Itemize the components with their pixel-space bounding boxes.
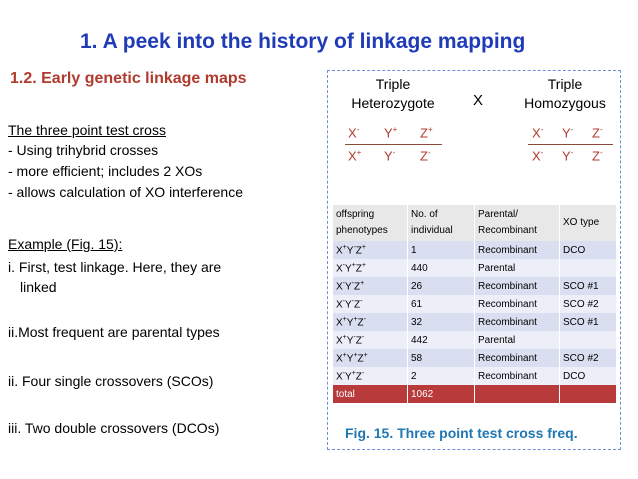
xo-type-cell: SCO #1 (560, 277, 617, 295)
bullet-3: - allows calculation of XO interference (8, 184, 243, 200)
xo-type-cell: DCO (560, 367, 617, 385)
phenotype-cell: X+Y+Z- (333, 313, 408, 331)
left-bottom-y-sign: - (392, 148, 396, 157)
z-sign: + (361, 243, 366, 251)
left-bottom-z (420, 148, 431, 163)
right-top-z-sign: - (599, 125, 603, 134)
right-top-y-sign: - (570, 125, 574, 134)
count-cell: 26 (408, 277, 475, 295)
figure-caption: Fig. 15. Three point test cross freq. (345, 425, 578, 441)
count-cell: 32 (408, 313, 475, 331)
left-bottom-y-gene: Y (384, 148, 393, 164)
left-top-y (384, 125, 397, 140)
header-number-2: individual (411, 225, 453, 236)
header-parental-2: Recombinant (478, 225, 537, 236)
x-sign: + (342, 315, 347, 323)
right-bottom-x-gene: X (532, 148, 541, 164)
phenotype-cell: X-Y-Z+ (333, 277, 408, 295)
x-sign: + (342, 243, 347, 251)
phenotype-cell: X+Y+Z+ (333, 349, 408, 367)
left-bottom-x-gene: X (348, 148, 357, 164)
right-parent-label (510, 75, 620, 113)
z-sign: + (360, 279, 365, 287)
parental-recombinant-cell: Parental (475, 259, 560, 277)
header-offspring (333, 205, 408, 241)
right-bottom-y-gene: Y (562, 148, 571, 164)
bullet-2: - more efficient; includes 2 XOs (8, 163, 203, 179)
parental-recombinant-cell: Recombinant (475, 277, 560, 295)
left-divider-line (345, 144, 442, 145)
right-top-x (532, 125, 543, 140)
right-bottom-x-sign: - (540, 148, 544, 157)
left-parent-label-1: Triple (375, 76, 411, 92)
right-top-y (562, 125, 573, 140)
x-sign: + (342, 351, 347, 359)
right-bottom-y-sign: - (570, 148, 574, 157)
x-sign: - (342, 279, 346, 287)
point-i-line1: i. First, test linkage. Here, they are (8, 259, 222, 275)
header-number-1: No. of (411, 209, 438, 220)
table-row (333, 313, 617, 331)
right-bottom-z-gene: Z (592, 148, 600, 164)
z-sign: - (363, 315, 366, 323)
point-ii-b: ii. Four single crossovers (SCOs) (8, 373, 214, 389)
table-row (333, 277, 617, 295)
x-sign: - (342, 261, 346, 269)
bullet-1: - Using trihybrid crosses (8, 142, 159, 158)
table-row (333, 331, 617, 349)
left-bottom-z-gene: Z (420, 148, 428, 164)
right-parent-label-1: Triple (547, 76, 583, 92)
xo-type-cell: DCO (560, 241, 617, 259)
parental-recombinant-cell: Parental (475, 331, 560, 349)
parental-recombinant-cell: Recombinant (475, 349, 560, 367)
table-row (333, 241, 617, 259)
right-bottom-z-sign: - (599, 148, 603, 157)
y-sign: + (351, 369, 356, 377)
count-cell: 2 (408, 367, 475, 385)
left-top-z-sign: + (427, 125, 433, 134)
left-bottom-x (348, 148, 361, 163)
x-sign: - (342, 297, 346, 305)
slide-subtitle: 1.2. Early genetic linkage maps (10, 70, 247, 87)
table-row (333, 259, 617, 277)
count-cell: 440 (408, 259, 475, 277)
count-cell: 1 (408, 241, 475, 259)
y-sign: + (351, 261, 356, 269)
right-bottom-z (592, 148, 603, 163)
right-top-x-sign: - (540, 125, 544, 134)
left-bottom-y (384, 148, 395, 163)
parental-recombinant-cell: Recombinant (475, 367, 560, 385)
z-sign: - (360, 297, 363, 305)
parental-recombinant-cell: Recombinant (475, 295, 560, 313)
total-empty-2 (560, 385, 617, 403)
xo-type-cell (560, 331, 617, 349)
left-top-y-gene: Y (384, 125, 393, 141)
total-label: total (333, 385, 408, 403)
frequency-table (333, 205, 617, 403)
y-sign: + (353, 315, 358, 323)
x-sign: - (342, 369, 346, 377)
right-divider-line (528, 144, 613, 145)
point-i-line2: linked (20, 279, 57, 295)
phenotype-cell: X+Y-Z+ (333, 241, 408, 259)
count-cell: 58 (408, 349, 475, 367)
left-top-y-sign: + (392, 125, 398, 134)
header-parental (475, 205, 560, 241)
phenotype-cell: X-Y+Z+ (333, 259, 408, 277)
phenotype-cell: X-Y-Z- (333, 295, 408, 313)
slide-title: 1. A peek into the history of linkage mapping (80, 30, 526, 53)
cross-symbol: X (473, 92, 484, 109)
right-parent-label-2: Homozygous (524, 95, 606, 111)
y-sign: + (353, 351, 358, 359)
y-sign: - (351, 297, 355, 305)
left-top-z-gene: Z (420, 125, 428, 141)
y-sign: - (353, 333, 356, 341)
header-offspring-1: offspring (336, 209, 375, 220)
table-row (333, 349, 617, 367)
z-sign: + (361, 261, 366, 269)
left-bottom-x-sign: + (356, 148, 362, 157)
right-bottom-y (562, 148, 573, 163)
xo-type-cell: SCO #2 (560, 349, 617, 367)
xo-type-cell (560, 259, 617, 277)
header-xo-type: XO type (560, 205, 617, 241)
example-heading: Example (Fig. 15): (8, 236, 123, 252)
x-sign: + (342, 333, 347, 341)
left-top-x-sign: - (356, 125, 360, 134)
right-top-y-gene: Y (562, 125, 571, 141)
table-row (333, 367, 617, 385)
total-value: 1062 (408, 385, 475, 403)
table-total-row (333, 385, 617, 403)
y-sign: - (351, 279, 355, 287)
parental-recombinant-cell: Recombinant (475, 241, 560, 259)
total-empty-1 (475, 385, 560, 403)
table-header-row (333, 205, 617, 241)
count-cell: 61 (408, 295, 475, 313)
header-number (408, 205, 475, 241)
z-sign: - (361, 369, 365, 377)
left-top-x-gene: X (348, 125, 357, 141)
left-bottom-z-sign: - (427, 148, 431, 157)
right-top-z-gene: Z (592, 125, 600, 141)
left-top-x (348, 125, 359, 140)
table-row (333, 295, 617, 313)
z-sign: - (361, 333, 365, 341)
right-top-x-gene: X (532, 125, 541, 141)
left-parent-label-2: Heterozygote (351, 95, 435, 111)
phenotype-cell: X+Y-Z- (333, 331, 408, 349)
left-parent-label (338, 75, 448, 113)
phenotype-cell: X-Y+Z- (333, 367, 408, 385)
xo-type-cell: SCO #2 (560, 295, 617, 313)
header-parental-1: Parental/ (478, 209, 519, 220)
header-offspring-2: phenotypes (336, 225, 388, 236)
parental-recombinant-cell: Recombinant (475, 313, 560, 331)
point-iii: iii. Two double crossovers (DCOs) (8, 420, 220, 436)
y-sign: - (353, 243, 356, 251)
left-top-z (420, 125, 433, 140)
section-heading: The three point test cross (8, 122, 166, 138)
xo-type-cell: SCO #1 (560, 313, 617, 331)
right-top-z (592, 125, 603, 140)
z-sign: + (363, 351, 368, 359)
count-cell: 442 (408, 331, 475, 349)
right-bottom-x (532, 148, 543, 163)
point-ii: ii.Most frequent are parental types (8, 324, 220, 340)
